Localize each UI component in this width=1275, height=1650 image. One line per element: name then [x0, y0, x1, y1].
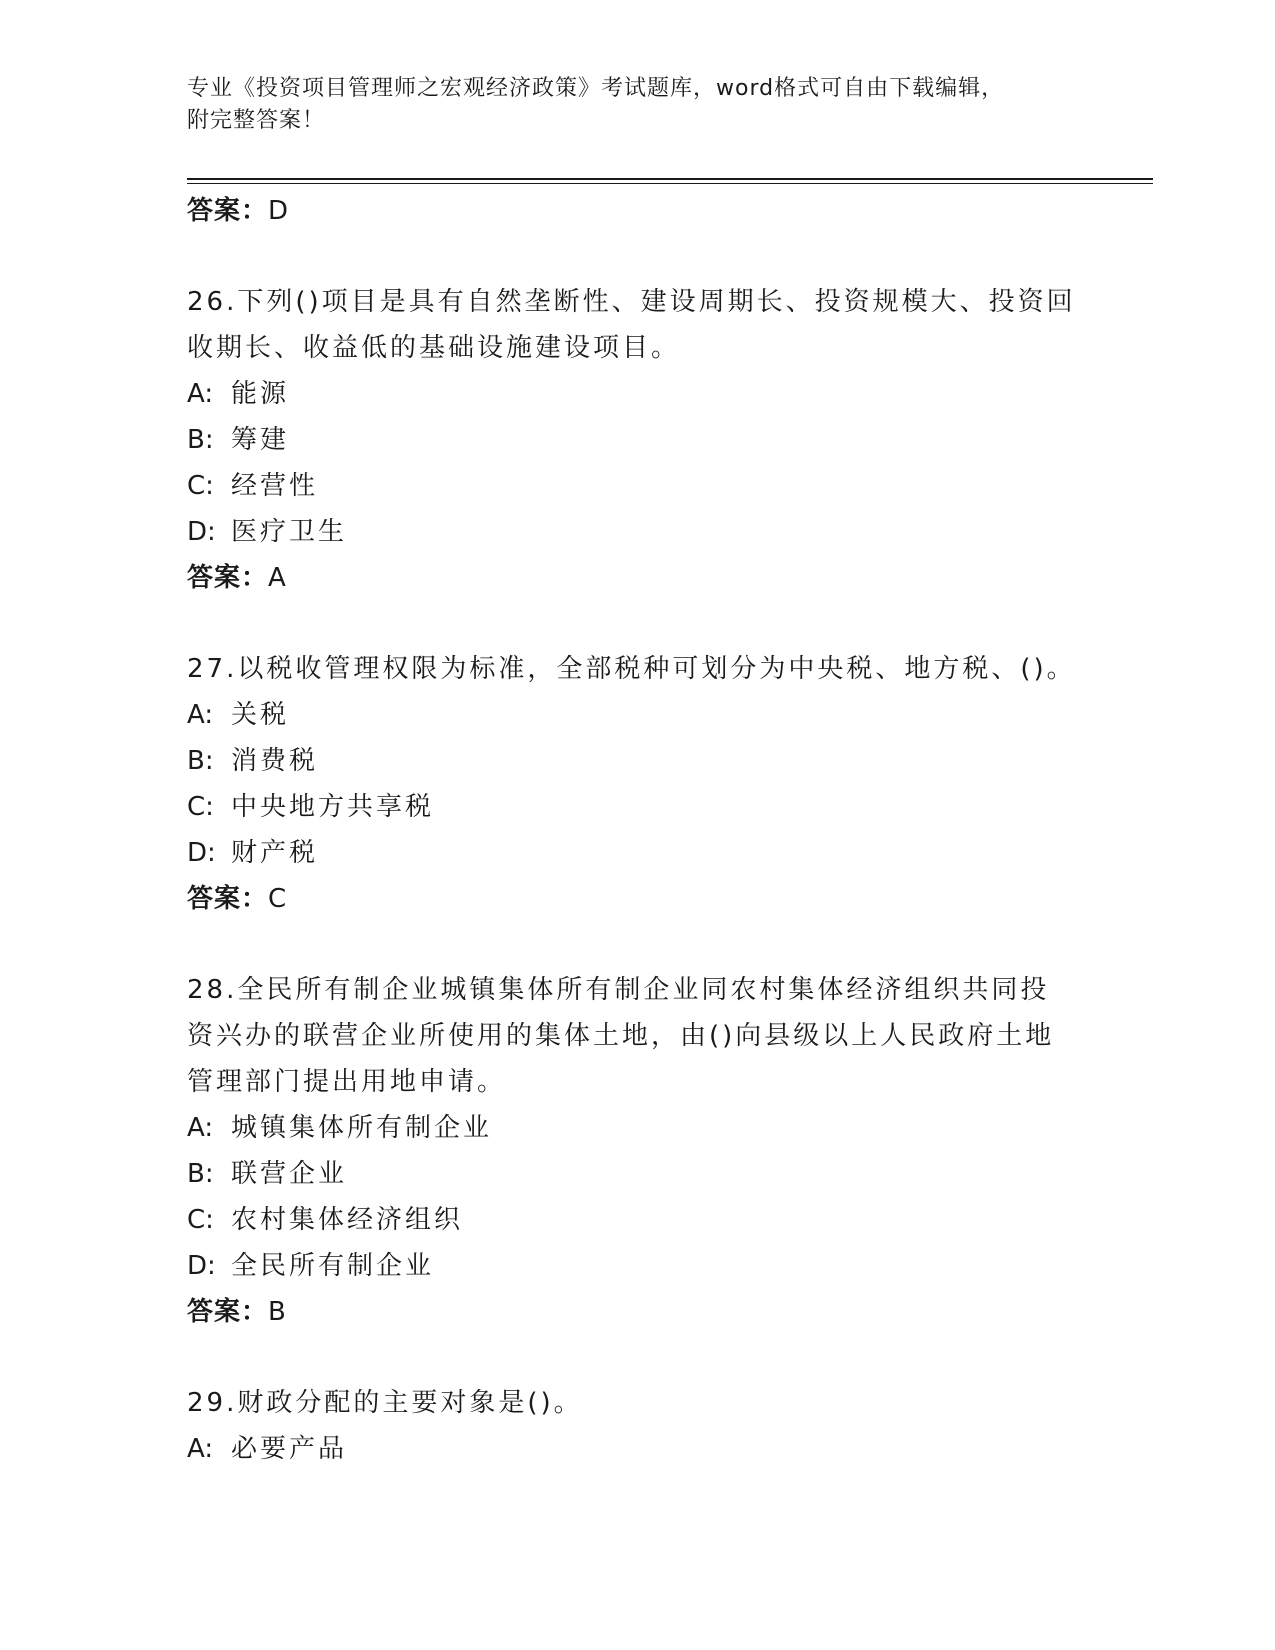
- option-c: [187, 784, 1087, 830]
- header-divider-thin: [187, 183, 1153, 184]
- option-a: [187, 1426, 1087, 1472]
- option-d: [187, 509, 1087, 555]
- option-c: [187, 463, 1087, 509]
- option-letter: D:: [187, 1251, 216, 1281]
- question-list: [187, 188, 1087, 1472]
- header-line-2: 附完整答案！: [187, 108, 326, 133]
- option-text: 能源: [231, 379, 290, 409]
- option-text: 中央地方共享税: [231, 792, 435, 822]
- answer-label: 答案：: [187, 884, 269, 914]
- question-text: [187, 646, 1077, 692]
- header-divider-thick: [187, 178, 1153, 180]
- option-text: 筹建: [231, 425, 290, 455]
- answer-label: 答案：: [187, 196, 269, 226]
- question-number: 26.: [187, 287, 238, 317]
- option-text: 消费税: [231, 746, 319, 776]
- option-letter: C:: [187, 792, 214, 822]
- option-a: [187, 371, 1087, 417]
- document-header: [187, 73, 1087, 137]
- option-letter: A:: [187, 1434, 214, 1464]
- option-b: [187, 738, 1087, 784]
- option-letter: D:: [187, 838, 216, 868]
- option-text: 关税: [231, 700, 290, 730]
- question-number: 27.: [187, 654, 238, 684]
- option-c: [187, 1197, 1087, 1243]
- question-26: [187, 279, 1087, 601]
- option-letter: A:: [187, 700, 214, 730]
- question-text: [187, 967, 1077, 1105]
- option-text: 财产税: [231, 838, 319, 868]
- option-letter: B:: [187, 1159, 214, 1189]
- option-letter: B:: [187, 746, 214, 776]
- question-number: 29.: [187, 1388, 238, 1418]
- question-body: 以税收管理权限为标准，全部税种可划分为中央税、地方税、()。: [237, 654, 1076, 684]
- header-line-1: 专业《投资项目管理师之宏观经济政策》考试题库，word格式可自由下载编辑，: [187, 76, 1005, 101]
- question-body: 全民所有制企业城镇集体所有制企业同农村集体经济组织共同投资兴办的联营企业所使用的集体土地，由()向县级以上人民政府土地管理部门提出用地申请。: [187, 975, 1055, 1097]
- answer-value: A: [268, 563, 287, 593]
- question-number: 28.: [187, 975, 238, 1005]
- answer: [187, 876, 1087, 922]
- question-body: 下列()项目是具有自然垄断性、建设周期长、投资规模大、投资回收期长、收益低的基础设施建设项目。: [187, 287, 1076, 363]
- option-text: 农村集体经济组织: [231, 1205, 464, 1235]
- answer-value: D: [268, 196, 290, 226]
- option-letter: A:: [187, 1113, 214, 1143]
- option-letter: D:: [187, 517, 216, 547]
- question-29: [187, 1380, 1087, 1472]
- option-text: 经营性: [231, 471, 319, 501]
- option-a: [187, 1105, 1087, 1151]
- question-text: [187, 1380, 1077, 1426]
- question-27: [187, 646, 1087, 922]
- option-text: 联营企业: [231, 1159, 348, 1189]
- question-28: [187, 967, 1087, 1335]
- question-body: 财政分配的主要对象是()。: [237, 1388, 583, 1418]
- option-d: [187, 1243, 1087, 1289]
- option-text: 必要产品: [231, 1434, 348, 1464]
- option-b: [187, 417, 1087, 463]
- option-letter: C:: [187, 471, 214, 501]
- option-letter: C:: [187, 1205, 214, 1235]
- answer-label: 答案：: [187, 563, 269, 593]
- option-d: [187, 830, 1087, 876]
- option-a: [187, 692, 1087, 738]
- answer-value: C: [268, 884, 288, 914]
- answer: [187, 1289, 1087, 1335]
- option-text: 医疗卫生: [231, 517, 348, 547]
- option-text: 城镇集体所有制企业: [231, 1113, 493, 1143]
- question-text: [187, 279, 1077, 371]
- answer: [187, 555, 1087, 601]
- answer-label: 答案：: [187, 1297, 269, 1327]
- option-letter: B:: [187, 425, 214, 455]
- option-letter: A:: [187, 379, 214, 409]
- option-text: 全民所有制企业: [231, 1251, 435, 1281]
- answer-value: B: [268, 1297, 287, 1327]
- option-b: [187, 1151, 1087, 1197]
- previous-answer: [187, 188, 1087, 234]
